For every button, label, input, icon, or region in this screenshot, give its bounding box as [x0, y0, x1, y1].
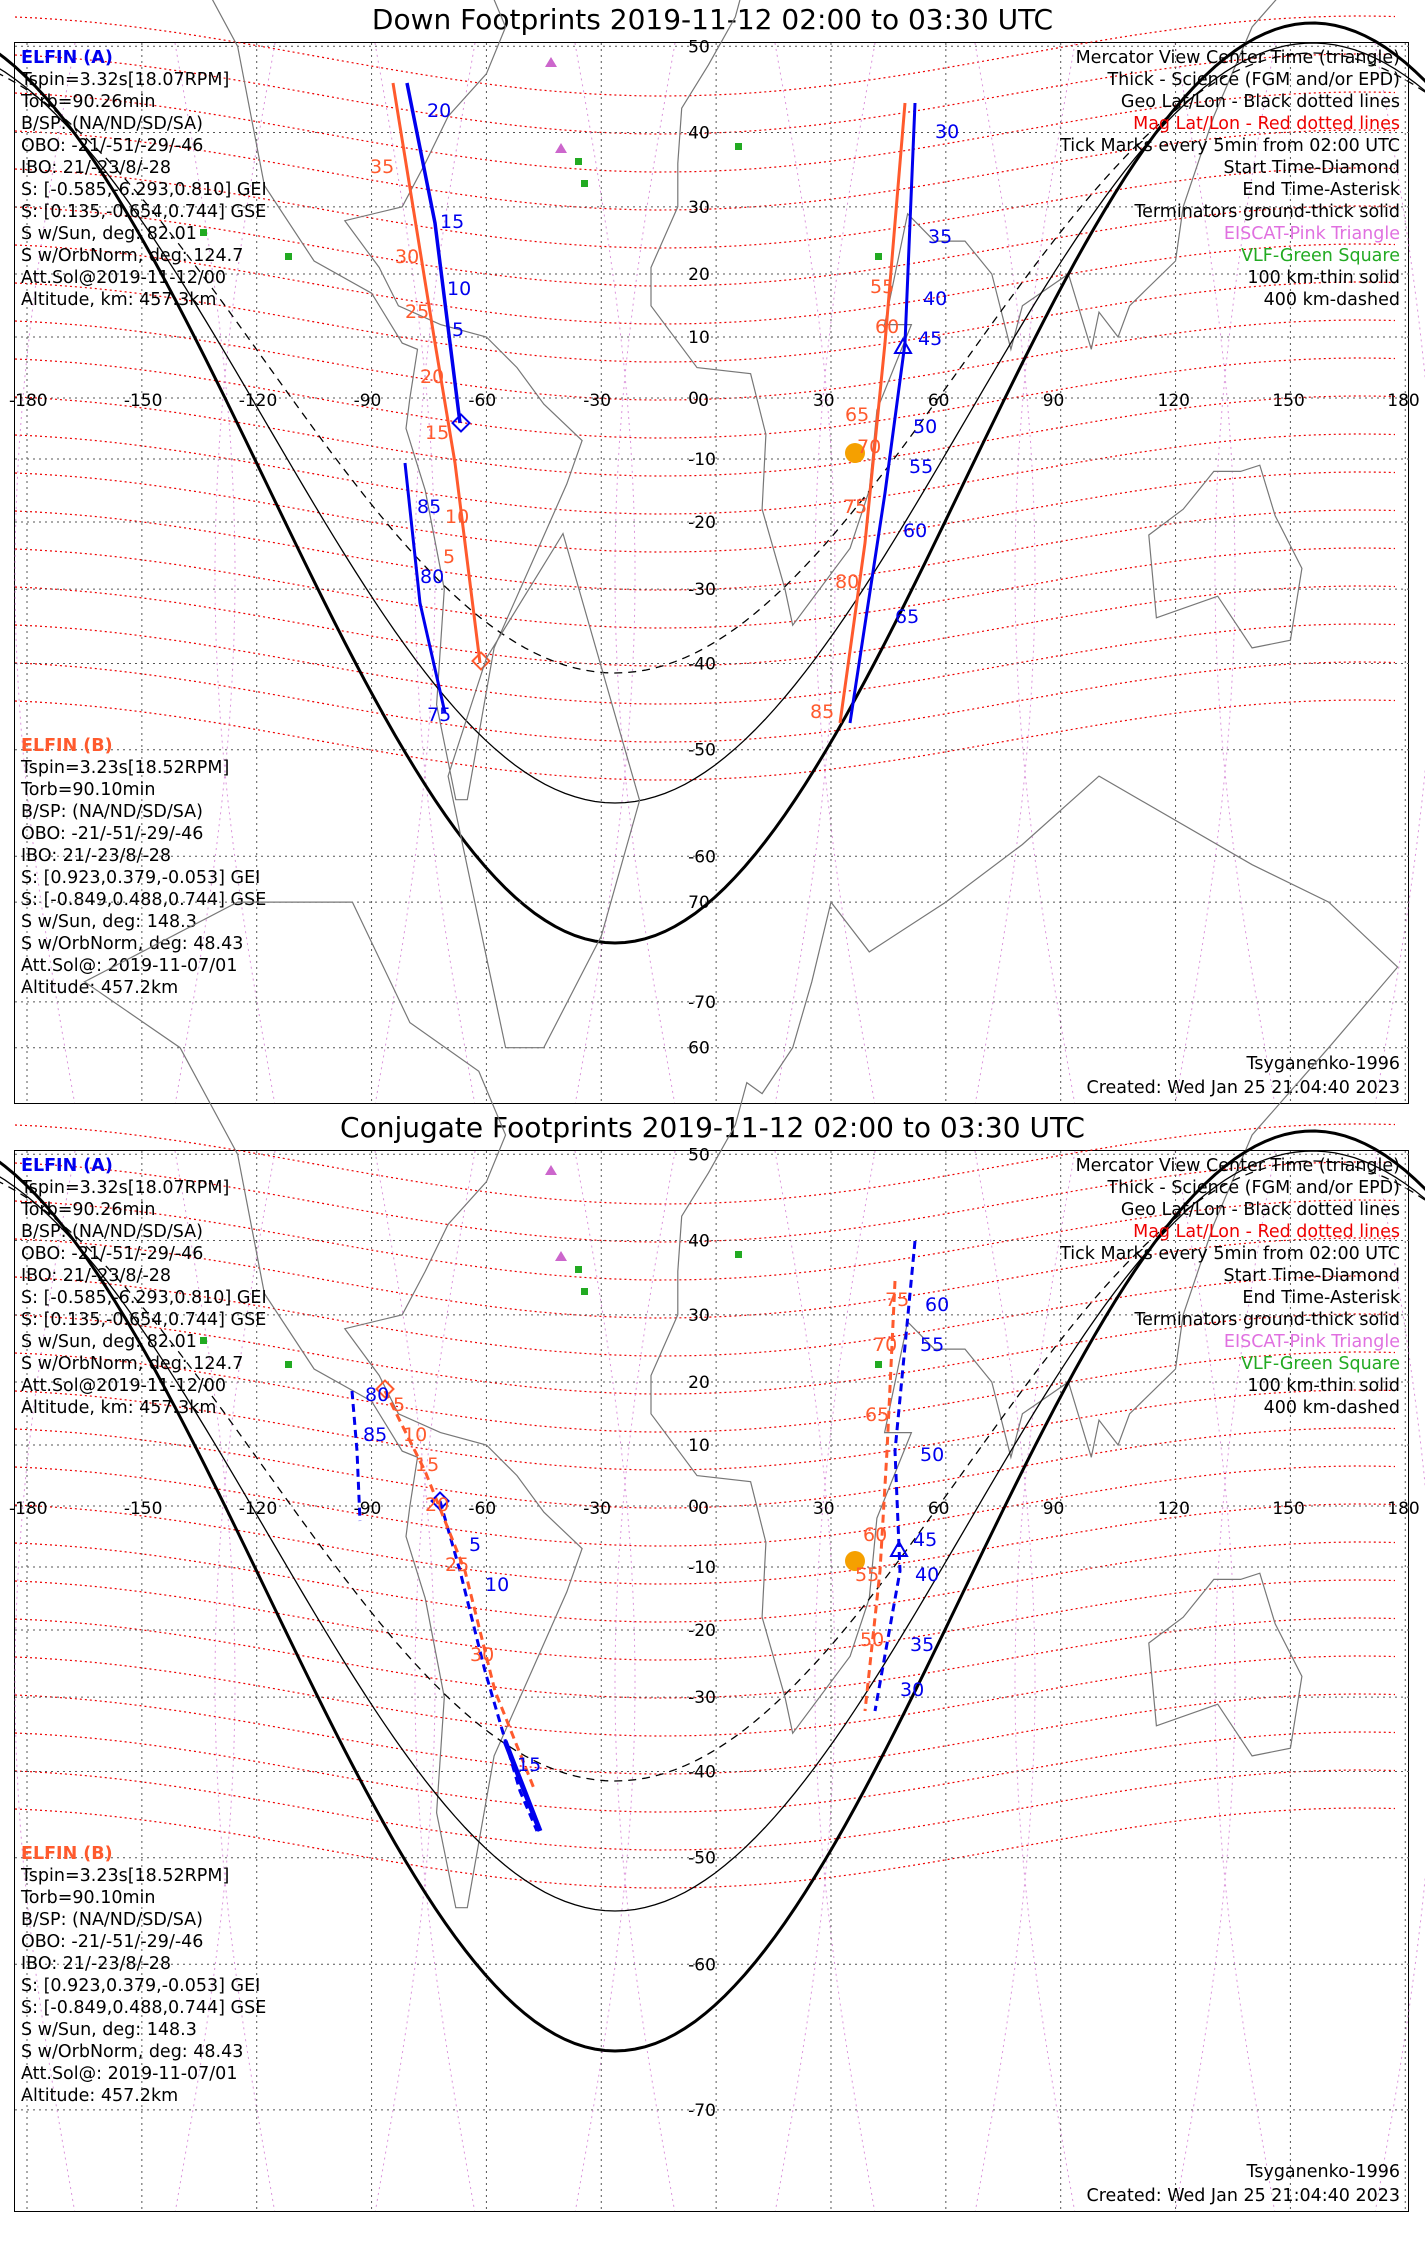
eiscat-marker: [545, 1165, 557, 1175]
elfin-a-line: OBO: -21/-51/-29/-46: [21, 1244, 204, 1264]
lon-tick-label: 180: [1387, 1499, 1420, 1519]
created-timestamp: Created: Wed Jan 25 21:04:40 2023: [1086, 2186, 1400, 2206]
elfin-b-line: B/SP: (NA/ND/SD/SA): [21, 1910, 203, 1930]
elfin-b-tick-label: 60: [875, 316, 900, 338]
elfin-a-line: Torb=90.26min: [21, 1200, 156, 1220]
elfin-b-tick-label: 20: [420, 366, 445, 388]
elfin-b-tick-label: 35: [370, 156, 395, 178]
elfin-a-tick-label: 5: [469, 1534, 482, 1556]
lat-tick-label: 40: [688, 123, 710, 144]
elfin-a-tick-label: 50: [920, 1444, 945, 1466]
elfin-b-tick-label: 5: [443, 546, 456, 568]
elfin-b-line: Tspin=3.23s[18.52RPM]: [21, 1866, 230, 1886]
model-name: Tsyganenko-1996: [1246, 1054, 1400, 1074]
elfin-b-tick-label: 70: [857, 436, 882, 458]
mag-lon-line: [1015, 1151, 1075, 2211]
elfin-b-line: OBO: -21/-51/-29/-46: [21, 1932, 204, 1952]
elfin-b-tick-label: 75: [843, 496, 868, 518]
lat-tick-label: -70: [688, 992, 716, 1013]
elfin-b-tick-label: 30: [395, 246, 420, 268]
elfin-b-tick-label: 10: [445, 506, 470, 528]
elfin-b-tick-label: 30: [470, 1644, 495, 1666]
vlf-marker: [200, 229, 207, 236]
elfin-a-tick-label: 20: [427, 100, 452, 122]
elfin-b-tick-label: 60: [863, 1524, 888, 1546]
legend-item: Mercator View Center Time (triangle): [1075, 48, 1400, 68]
lon-tick-label: 0: [698, 1499, 709, 1519]
legend-item: EISCAT-Pink Triangle: [1223, 224, 1400, 244]
elfin-b-tick-label: 55: [855, 1564, 880, 1586]
mag-lon-line: [975, 43, 1035, 1103]
legend-item: Thick - Science (FGM and/or EPD): [1107, 1178, 1400, 1198]
elfin-a-tick-label: 10: [485, 1574, 510, 1596]
lat-tick-label: 0: [688, 1497, 699, 1517]
lon-tick-label: -60: [468, 391, 497, 411]
elfin-a-tick-label: 85: [363, 1424, 388, 1446]
lat-tick-label: 0: [688, 389, 699, 409]
legend-item: 100 km-thin solid: [1247, 268, 1400, 288]
lat-tick-label: -10: [688, 450, 716, 471]
lat-tick-label: -40: [688, 1762, 716, 1783]
lat-tick-label: -60: [688, 847, 716, 868]
legend-item: Tick Marks every 5min from 02:00 UTC: [1060, 1244, 1400, 1264]
elfin-a-header: ELFIN (A): [21, 48, 113, 68]
vlf-marker: [581, 180, 588, 187]
elfin-b-line: OBO: -21/-51/-29/-46: [21, 824, 204, 844]
elfin-a-line: S w/OrbNorm, deg: 124.7: [21, 246, 244, 266]
elfin-a-tick-label: 80: [365, 1384, 390, 1406]
lat-tick-label: -30: [688, 580, 716, 601]
lon-tick-label: 120: [1157, 1499, 1191, 1519]
elfin-b-tick-label: 65: [865, 1404, 890, 1426]
lat-tick-label: -40: [688, 654, 716, 675]
elfin-a-line: Altitude, km: 457.3km: [21, 1398, 217, 1418]
legend-item: Thick - Science (FGM and/or EPD): [1107, 70, 1400, 90]
vlf-marker: [200, 1337, 207, 1344]
elfin-a-tick-label: 30: [900, 1679, 925, 1701]
elfin-b-tick-label: 10: [403, 1424, 428, 1446]
lat-tick-label: 70: [688, 893, 710, 914]
elfin-b-line: S: [-0.849,0.488,0.744] GSE: [21, 1998, 267, 2018]
elfin-a-tick-label: 45: [913, 1529, 938, 1551]
lon-tick-label: 60: [927, 391, 950, 411]
elfin-b-line: S w/OrbNorm, deg: 48.43: [21, 2042, 244, 2062]
elfin-a-line: IBO: 21/-23/8/-28: [21, 1266, 172, 1286]
created-timestamp: Created: Wed Jan 25 21:04:40 2023: [1086, 1078, 1400, 1098]
elfin-b-line: S: [0.923,0.379,-0.053] GEI: [21, 868, 261, 888]
legend-item: EISCAT-Pink Triangle: [1223, 1332, 1400, 1352]
legend-item: Terminators ground-thick solid: [1134, 1310, 1400, 1330]
lon-tick-label: 0: [698, 391, 709, 411]
elfin-a-line: S w/Sun, deg: 82.01: [21, 224, 197, 244]
elfin-b-tick-label: 25: [405, 301, 430, 323]
lat-tick-label: 30: [688, 1305, 710, 1326]
down-footprints-panel: [0, 0, 1425, 1112]
lat-tick-label: 20: [688, 264, 710, 285]
elfin-a-tick-label: 85: [417, 496, 442, 518]
elfin-a-line: S: [-0.585,-6.293,0.810] GEI: [21, 1288, 267, 1308]
mag-lon-line: [812, 1151, 875, 2211]
legend-item: Geo Lat/Lon - Black dotted lines: [1120, 92, 1400, 112]
lat-tick-label: 30: [688, 197, 710, 218]
elfin-b-line: Torb=90.10min: [21, 780, 156, 800]
vlf-marker: [581, 1288, 588, 1295]
conjugate-footprints-panel: [0, 893, 1425, 2220]
lon-tick-label: 150: [1272, 391, 1305, 411]
elfin-a-line: S w/OrbNorm, deg: 124.7: [21, 1354, 244, 1374]
elfin-a-line: OBO: -21/-51/-29/-46: [21, 136, 204, 156]
vlf-marker: [735, 1251, 742, 1258]
lat-tick-label: -20: [688, 1621, 716, 1642]
elfin-a-line: Tspin=3.32s[18.07RPM]: [21, 1178, 230, 1198]
lon-tick-label: -90: [353, 391, 382, 411]
lon-tick-label: 180: [1387, 391, 1420, 411]
elfin-a-tick-label: 35: [928, 226, 953, 248]
elfin-a-tick-label: 75: [427, 704, 452, 726]
terminator-100km: [0, 1151, 1425, 1911]
lat-tick-label: 50: [688, 37, 710, 58]
lat-tick-label: 60: [688, 1038, 710, 1059]
lon-tick-label: -180: [9, 391, 48, 411]
elfin-b-tick-label: 25: [445, 1554, 470, 1576]
vlf-marker: [285, 1361, 292, 1368]
lat-tick-label: -60: [688, 1955, 716, 1976]
elfin-b-line: S w/Sun, deg: 148.3: [21, 912, 197, 932]
elfin-b-line: Altitude: 457.2km: [21, 2086, 179, 2106]
lon-tick-label: 60: [927, 1499, 950, 1519]
vlf-marker: [875, 253, 882, 260]
elfin-a-tick-label: 80: [420, 566, 445, 588]
elfin-a-tick-label: 35: [910, 1634, 935, 1656]
elfin-a-tick-label: 40: [915, 1564, 940, 1586]
elfin-a-tick-label: 55: [920, 1334, 945, 1356]
elfin-b-tick-label: 55: [870, 276, 895, 298]
panel-title: Down Footprints 2019-11-12 02:00 to 03:30 UTC: [371, 3, 1054, 36]
coastline: [1149, 1573, 1302, 1756]
elfin-a-tick-label: 15: [517, 1754, 542, 1776]
elfin-b-tick-label: 65: [845, 404, 870, 426]
elfin-a-tick-label: 65: [895, 606, 920, 628]
mag-lon-line: [415, 1151, 475, 2211]
elfin-b-tick-label: 15: [425, 422, 450, 444]
elfin-b-line: Att.Sol@: 2019-11-07/01: [21, 956, 238, 976]
legend-item: Start Time-Diamond: [1223, 1266, 1400, 1286]
elfin-b-line: Torb=90.10min: [21, 1888, 156, 1908]
lat-tick-label: -50: [688, 740, 716, 761]
lat-tick-label: 10: [688, 327, 710, 348]
vlf-marker: [575, 158, 582, 165]
lat-tick-label: 20: [688, 1372, 710, 1393]
vlf-marker: [285, 253, 292, 260]
lat-tick-label: -50: [688, 1848, 716, 1869]
lon-tick-label: -30: [583, 391, 612, 411]
elfin-b-tick-label: 5: [393, 1394, 406, 1416]
lat-tick-label: -70: [688, 2100, 716, 2121]
elfin-a-line: B/SP: (NA/ND/SD/SA): [21, 1222, 203, 1242]
lat-tick-label: 40: [688, 1231, 710, 1252]
legend-item: Mercator View Center Time (triangle): [1075, 1156, 1400, 1176]
elfin-a-line: Att.Sol@2019-11-12/00: [21, 1376, 226, 1396]
elfin-a-line: S: [0.135,-0.654,0.744] GSE: [21, 1310, 267, 1330]
mag-lat-line: [15, 1580, 1395, 1660]
legend-item: 400 km-dashed: [1263, 290, 1400, 310]
mag-lat-line: [15, 1390, 1395, 1470]
elfin-b-line: Altitude: 457.2km: [21, 978, 179, 998]
legend-item: 100 km-thin solid: [1247, 1376, 1400, 1396]
elfin-b-header: ELFIN (B): [21, 1844, 113, 1864]
vlf-marker: [575, 1266, 582, 1273]
elfin-b-tick-label: 80: [835, 571, 860, 593]
mag-lat-line: [15, 434, 1395, 514]
lon-tick-label: 150: [1272, 1499, 1305, 1519]
elfin-a-header: ELFIN (A): [21, 1156, 113, 1176]
elfin-b-line: Tspin=3.23s[18.52RPM]: [21, 758, 230, 778]
lon-tick-label: -30: [583, 1499, 612, 1519]
lat-tick-label: -10: [688, 1558, 716, 1579]
elfin-a-tick-label: 45: [918, 328, 943, 350]
legend-item: 400 km-dashed: [1263, 1398, 1400, 1418]
elfin-a-tick-label: 30: [935, 121, 960, 143]
elfin-a-tick-label: 10: [447, 278, 472, 300]
elfin-a-line: S: [-0.585,-6.293,0.810] GEI: [21, 180, 267, 200]
legend-item: End Time-Asterisk: [1242, 180, 1400, 200]
mag-lon-line: [975, 1151, 1035, 2211]
elfin-a-tick-label: 60: [903, 520, 928, 542]
elfin-b-track: [385, 1391, 535, 1791]
terminator-ground: [0, 23, 1425, 943]
legend-item: Mag Lat/Lon - Red dotted lines: [1133, 114, 1400, 134]
elfin-a-line: S: [0.135,-0.654,0.744] GSE: [21, 202, 267, 222]
elfin-b-line: S w/OrbNorm, deg: 48.43: [21, 934, 244, 954]
elfin-b-tick-label: 15: [415, 1454, 440, 1476]
mag-lon-line: [1015, 43, 1075, 1103]
coastline: [1149, 465, 1302, 648]
lon-tick-label: -180: [9, 1499, 48, 1519]
elfin-a-line: S w/Sun, deg: 82.01: [21, 1332, 197, 1352]
elfin-a-tick-label: 50: [913, 416, 938, 438]
elfin-b-header: ELFIN (B): [21, 736, 113, 756]
terminator-ground: [0, 1131, 1425, 2051]
elfin-a-line: Att.Sol@2019-11-12/00: [21, 268, 226, 288]
legend-item: Start Time-Diamond: [1223, 158, 1400, 178]
vlf-marker: [875, 1361, 882, 1368]
lon-tick-label: 90: [1042, 391, 1065, 411]
elfin-b-tick-label: 75: [885, 1289, 910, 1311]
elfin-b-line: S: [0.923,0.379,-0.053] GEI: [21, 1976, 261, 1996]
elfin-b-line: IBO: 21/-23/8/-28: [21, 846, 172, 866]
mag-lat-line: [15, 282, 1395, 362]
elfin-b-tick-label: 85: [810, 701, 835, 723]
elfin-b-tick-label: 20: [425, 1494, 450, 1516]
elfin-b-tick-label: 70: [873, 1334, 898, 1356]
elfin-a-tick-label: 60: [925, 1294, 950, 1316]
lon-tick-label: 120: [1157, 391, 1191, 411]
lon-tick-label: 30: [812, 391, 835, 411]
lon-tick-label: -150: [123, 1499, 163, 1519]
elfin-a-line: B/SP: (NA/ND/SD/SA): [21, 114, 203, 134]
elfin-b-line: S w/Sun, deg: 148.3: [21, 2020, 197, 2040]
elfin-a-tick-label: 55: [909, 456, 934, 478]
legend-item: VLF-Green Square: [1241, 246, 1400, 266]
elfin-a-tick-label: 15: [440, 211, 465, 233]
lat-tick-label: -20: [688, 513, 716, 534]
lat-tick-label: 10: [688, 1435, 710, 1456]
lon-tick-label: -120: [238, 1499, 278, 1519]
legend-item: Tick Marks every 5min from 02:00 UTC: [1060, 136, 1400, 156]
terminator-100km: [0, 43, 1425, 803]
lon-tick-label: -120: [238, 391, 278, 411]
elfin-a-tick-label: 40: [923, 288, 948, 310]
eiscat-marker: [555, 143, 567, 153]
map-frame: [9, 37, 1420, 1104]
lon-tick-label: -150: [123, 391, 163, 411]
elfin-b-tick-label: 50: [860, 1629, 885, 1651]
lat-tick-label: 50: [688, 1145, 710, 1166]
lon-tick-label: 90: [1042, 1499, 1065, 1519]
elfin-a-line: Torb=90.26min: [21, 92, 156, 112]
elfin-b-line: IBO: 21/-23/8/-28: [21, 1954, 172, 1974]
elfin-a-line: Altitude, km: 457.3km: [21, 290, 217, 310]
lon-tick-label: -60: [468, 1499, 497, 1519]
lon-tick-label: 30: [812, 1499, 835, 1519]
elfin-a-line: IBO: 21/-23/8/-28: [21, 158, 172, 178]
legend-item: Mag Lat/Lon - Red dotted lines: [1133, 1222, 1400, 1242]
legend-item: Geo Lat/Lon - Black dotted lines: [1120, 1200, 1400, 1220]
elfin-b-line: B/SP: (NA/ND/SD/SA): [21, 802, 203, 822]
legend-item: Terminators ground-thick solid: [1134, 202, 1400, 222]
elfin-b-line: S: [-0.849,0.488,0.744] GSE: [21, 890, 267, 910]
mag-lat-line: [15, 472, 1395, 552]
lon-tick-label: -90: [353, 1499, 382, 1519]
eiscat-marker: [555, 1251, 567, 1261]
model-name: Tsyganenko-1996: [1246, 2162, 1400, 2182]
panel-title: Conjugate Footprints 2019-11-12 02:00 to 03:30 UTC: [340, 1111, 1085, 1144]
elfin-a-tick-label: 5: [452, 319, 465, 341]
lat-tick-label: -30: [688, 1688, 716, 1709]
eiscat-marker: [545, 57, 557, 67]
elfin-b-line: Att.Sol@: 2019-11-07/01: [21, 2064, 238, 2084]
legend-item: VLF-Green Square: [1241, 1354, 1400, 1374]
legend-item: End Time-Asterisk: [1242, 1288, 1400, 1308]
mag-lat-line: [15, 1542, 1395, 1622]
elfin-a-line: Tspin=3.32s[18.07RPM]: [21, 70, 230, 90]
vlf-marker: [735, 143, 742, 150]
